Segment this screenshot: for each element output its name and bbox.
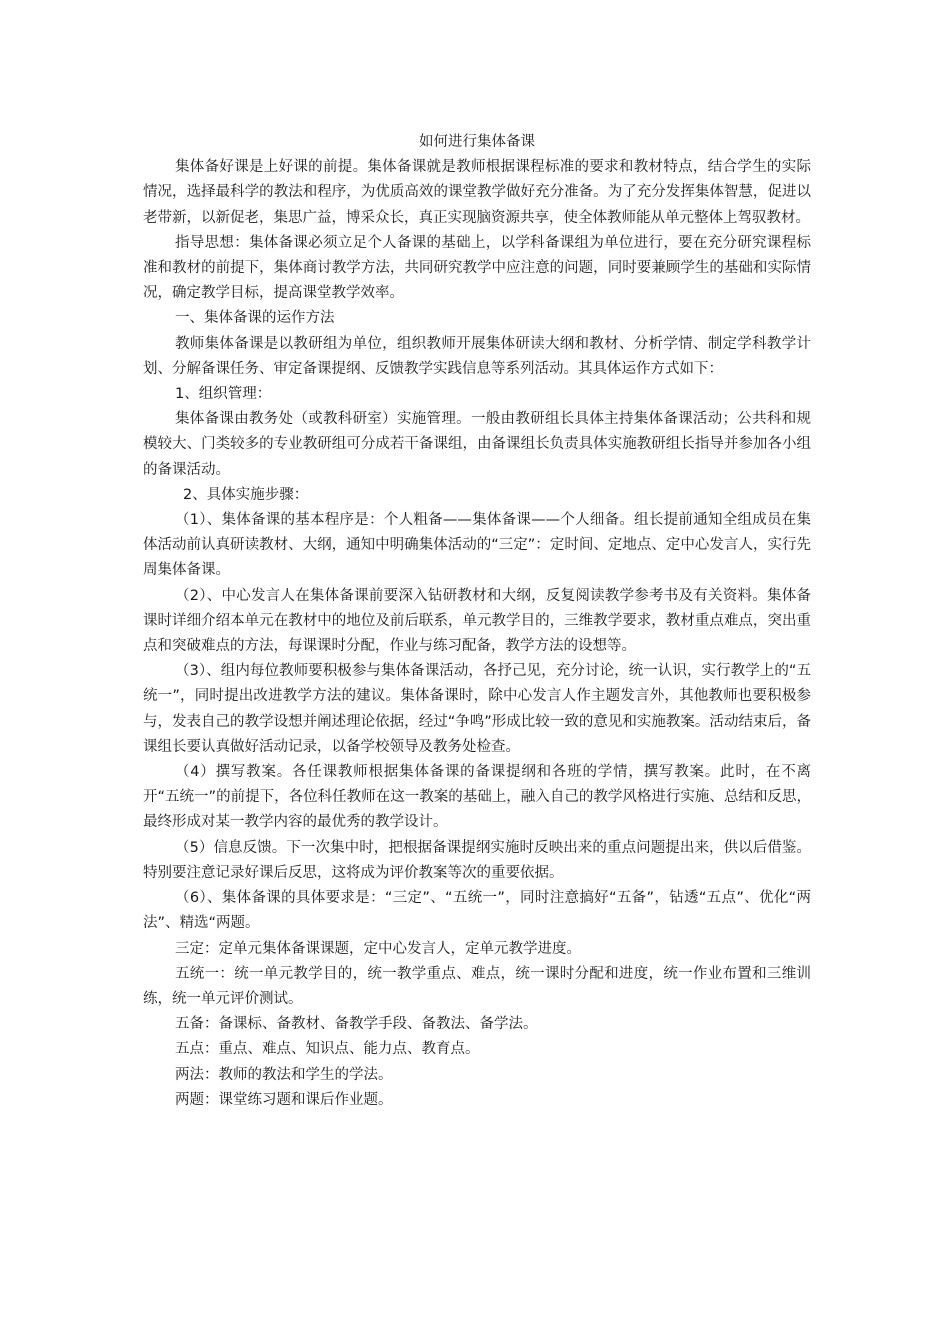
- paragraph-five-unifications: 五统一：统一单元教学目的，统一教学重点、难点，统一课时分配和进度，统一作业布置和三维训练，统一单元评价测试。: [143, 965, 811, 1007]
- paragraph-guiding-idea: 指导思想：集体备课必须立足个人备课的基础上，以学科备课组为单位进行，要在充分研究课程标准和教材的前提下，集体商讨教学方法，共同研究教学中应注意的问题，同时要兼顾学生的基础和实际情况，确定教学目标，提高课堂教学效率。: [143, 234, 811, 302]
- subheading-implementation-steps: 2、具体实施步骤：: [183, 486, 309, 503]
- paragraph-five-points: 五点：重点、难点、知识点、能力点、教育点。: [175, 1041, 480, 1058]
- paragraph-step-3: （3）、组内每位教师要积极参与集体备课活动，各抒己见，充分讨论，统一认识，实行教学上的“五统一”，同时提出改进教学方法的建议。集体备课时，除中心发言人作主题发言外，其他教师也要积极参与，发表自己的教学设想并阐述理论依据，经过“争鸣”形成比较一致的意见和实施教案。活动结束后，备课组长要认真做好活动记录，以备学校领导及教务处检查。: [143, 663, 811, 755]
- paragraph-step-2: （2）、中心发言人在集体备课前要深入钻研教材和大纲，反复阅读教学参考书及有关资料。集体备课时详细介绍本单元在教材中的地位及前后联系，单元教学目的，三维教学要求，教材重点难点，突出重点和突破难点的方法，每课课时分配，作业与练习配备，教学方法的设想等。: [143, 587, 811, 655]
- document-body: [143, 130, 811, 1113]
- paragraph-step-1: （1）、集体备课的基本程序是：个人粗备——集体备课——个人细备。组长提前通知全组成员在集体活动前认真研读教材、大纲，通知中明确集体活动的“三定”：定时间、定地点、定中心发言人，实行先周集体备课。: [143, 512, 811, 579]
- paragraph-two-exercises: 两题：课堂练习题和课后作业题。: [175, 1091, 393, 1108]
- document-title: 如何进行集体备课: [419, 134, 535, 150]
- paragraph-step-4: （4）撰写教案。各任课教师根据集体备课的备课提纲和各班的学情，撰写教案。此时，在不离开“五统一”的前提下，各位科任教师在这一教案的基础上，融入自己的教学风格进行实施、总结和反思，最终形成对某一教学内容的最优秀的教学设计。: [143, 764, 811, 831]
- paragraph-step-5: （5）信息反馈。下一次集中时，把根据备课提纲实施时反映出来的重点问题提出来，供以后借鉴。特别要注意记录好课后反思，这将成为评价教案等次的重要依据。: [143, 839, 811, 881]
- paragraph-three-fixes: 三定：定单元集体备课课题，定中心发言人，定单元教学进度。: [175, 940, 581, 957]
- paragraph-organization-management: 集体备课由教务处（或教科研室）实施管理。一般由教研组长具体主持集体备课活动；公共科和规模较大、门类较多的专业教研组可分成若干备课组，由备课组长负责具体实施教研组长指导并参加各小组的备课活动。: [143, 411, 811, 478]
- paragraph-step-6: （6）、集体备课的具体要求是：“三定”、“五统一”，同时注意搞好“五备”，钻透“五点”、优化“两法”、精选“两题。: [143, 890, 811, 932]
- section-heading-operation-method: 一、集体备课的运作方法: [175, 310, 335, 327]
- paragraph-five-preparations: 五备：备课标、备教材、备教学手段、备教法、备学法。: [175, 1016, 538, 1033]
- paragraph-intro: 集体备好课是上好课的前提。集体备课就是教师根据课程标准的要求和教材特点，结合学生的实际情况，选择最科学的教法和程序，为优质高效的课堂教学做好充分准备。为了充分发挥集体智慧，促进以老带新，以新促老，集思广益，博采众长，真正实现脑资源共享，使全体教师能从单元整体上驾驭教材。: [143, 159, 811, 226]
- paragraph-operation-overview: 教师集体备课是以教研组为单位，组织教师开展集体研读大纲和教材、分析学情、制定学科教学计划、分解备课任务、审定备课提纲、反馈教学实践信息等系列活动。其具体运作方式如下：: [143, 335, 811, 377]
- subheading-organization-management: 1、组织管理：: [175, 386, 272, 403]
- paragraph-two-methods: 两法：教师的教法和学生的学法。: [175, 1066, 393, 1083]
